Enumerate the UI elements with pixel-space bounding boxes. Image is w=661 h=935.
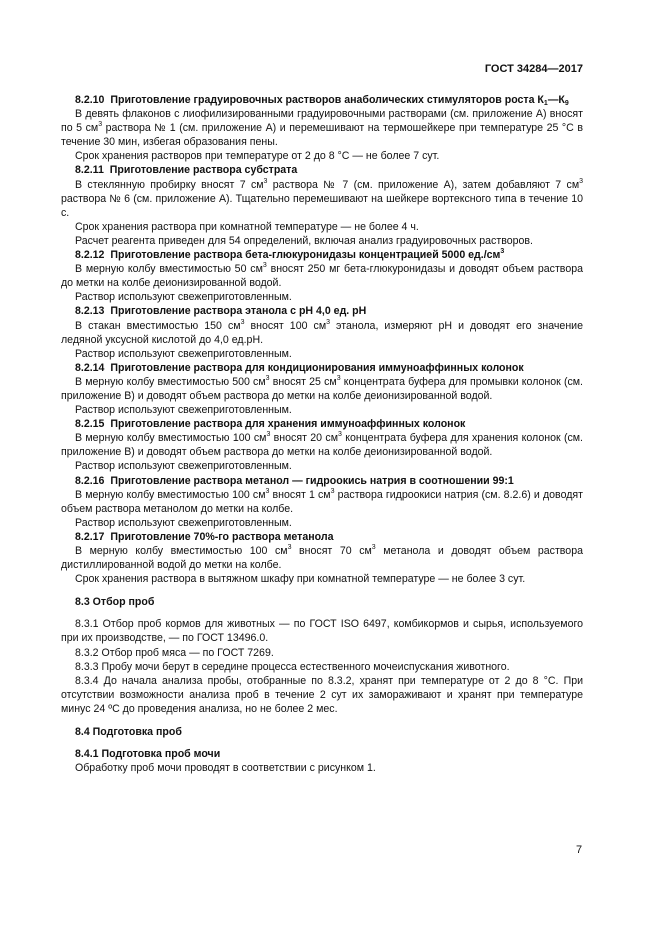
section-8-3-2: 8.3.2 Отбор проб мяса — по ГОСТ 7269. [75,646,274,659]
page-number: 7 [576,844,583,856]
section-8-2-12-heading: 8.2.12 Приготовление раствора бета-глюкуронидазы концентрацией 5000 $ед./см^3$ [75,248,505,262]
section-8-2-10-text: В девять флаконов с лиофилизированными градуировочными растворами (см. приложение А) вносят по 5 $см^3$ раствора № 1 (см. приложение А) и перемешивают на термошейкере при температуре 25 °С в течение 30 мин, избегая образования пены. [61,108,583,149]
section-8-2-14-usage: Раствор используют свежеприготовленным. [75,404,292,417]
section-8-2-13-text: В стакан вместимостью 150 $см^3$ вносят 100 $см^3$ этанола, измеряют рН и доводят его значение ледяной уксусной кислотой до 4,0 ед.рН. [61,318,583,346]
section-8-2-13-usage: Раствор используют свежеприготовленным. [75,347,292,360]
section-8-2-11-text: В стеклянную пробирку вносят 7 $см^3$ раствора № 7 (см. приложение А), затем добавляют 7 $см^3$ раствора № 6 (см. приложение А). Тщательно перемешивают на шейкере вортексного типа в течение 10 с. [61,177,584,219]
section-8-2-11-note: Расчет реагента приведен для 54 определений, включая анализ градуировочных растворов. [75,234,533,247]
document-body [61,93,583,775]
section-8-2-10-storage: Срок хранения растворов при температуре от 2 до 8 °С — не более 7 сут. [75,150,440,163]
section-8-2-14-text: В мерную колбу вместимостью 500 $см^3$ вносят 25 $см^3$ концентрата буфера для промывки колонок (см. приложение В) и доводят объем раствора до метки на колбе деионизированной водой. [61,374,583,402]
section-8-2-15-usage: Раствор используют свежеприготовленным. [75,460,292,473]
section-8-2-16-usage: Раствор используют свежеприготовленным. [75,516,292,529]
section-8-2-10-heading: 8.2.10 Приготовление градуировочных растворов анаболических стимуляторов роста $К_1—К_9$ [75,94,569,107]
section-8-4-heading: 8.4 Подготовка проб [75,726,182,739]
section-8-2-14-heading: 8.2.14 Приготовление раствора для кондиционирования иммуноаффинных колонок [75,361,524,374]
section-8-2-15-text: В мерную колбу вместимостью 100 $см^3$ вносят 20 $см^3$ концентрата буфера для хранения колонок (см. приложение В) и доводят объем раствора до метки на колбе деионизированной водой. [61,431,583,459]
section-8-2-17-heading: 8.2.17 Приготовление 70%-го раствора метанола [75,530,334,543]
section-8-3-3: 8.3.3 Пробу мочи берут в середине процесса естественного мочеиспускания животного. [75,660,510,673]
section-8-2-17-text: В мерную колбу вместимостью 100 $см^3$ вносят 70 $см^3$ метанола и доводят объем раствора дистиллированной водой до метки на колбе. [61,544,583,572]
document-code: ГОСТ 34284—2017 [484,63,583,75]
section-8-2-16-text: В мерную колбу вместимостью 100 $см^3$ вносят 1 $см^3$ раствора гидроокиси натрия (см. 8.2.6) и доводят объем раствора метанолом до метки на колбе. [61,487,583,515]
section-8-4-1-text: Обработку проб мочи проводят в соответствии с рисунком 1. [75,762,376,775]
section-8-2-12-usage: Раствор используют свежеприготовленным. [75,291,292,304]
section-8-3-4: 8.3.4 До начала анализа пробы, отобранные по 8.3.2, хранят при температуре от 2 до 8 °С. При отсутствии возможности анализа проб в течение 2 сут их замораживают и хранят при температуре минус 24 ºС до проведения анализа, но не более 2 мес. [61,674,583,715]
section-8-3-1: 8.3.1 Отбор проб кормов для животных — по ГОСТ ISO 6497, комбикормов и сырья, используемого при их производстве, — по ГОСТ 13496.0. [61,618,583,645]
section-8-3-heading: 8.3 Отбор проб [75,596,155,609]
section-8-2-17-storage: Срок хранения раствора в вытяжном шкафу при комнатной температуре — не более 3 сут. [75,573,526,586]
section-8-2-11-heading: 8.2.11 Приготовление раствора субстрата [75,164,298,177]
section-8-2-16-heading: 8.2.16 Приготовление раствора метанол — гидроокись натрия в соотношении 99:1 [75,474,514,487]
section-8-2-12-text: В мерную колбу вместимостью 50 $см^3$ вносят 250 мг бета-глюкуронидазы и доводят объем раствора до метки на колбе деионизированной водой. [61,262,583,290]
section-8-4-1-heading: 8.4.1 Подготовка проб мочи [75,748,221,761]
section-8-2-15-heading: 8.2.15 Приготовление раствора для хранения иммуноаффинных колонок [75,418,466,431]
section-8-2-11-storage: Срок хранения раствора при комнатной температуре — не более 4 ч. [75,220,419,233]
section-8-2-13-heading: 8.2.13 Приготовление раствора этанола с рН 4,0 ед. рН [75,305,367,318]
